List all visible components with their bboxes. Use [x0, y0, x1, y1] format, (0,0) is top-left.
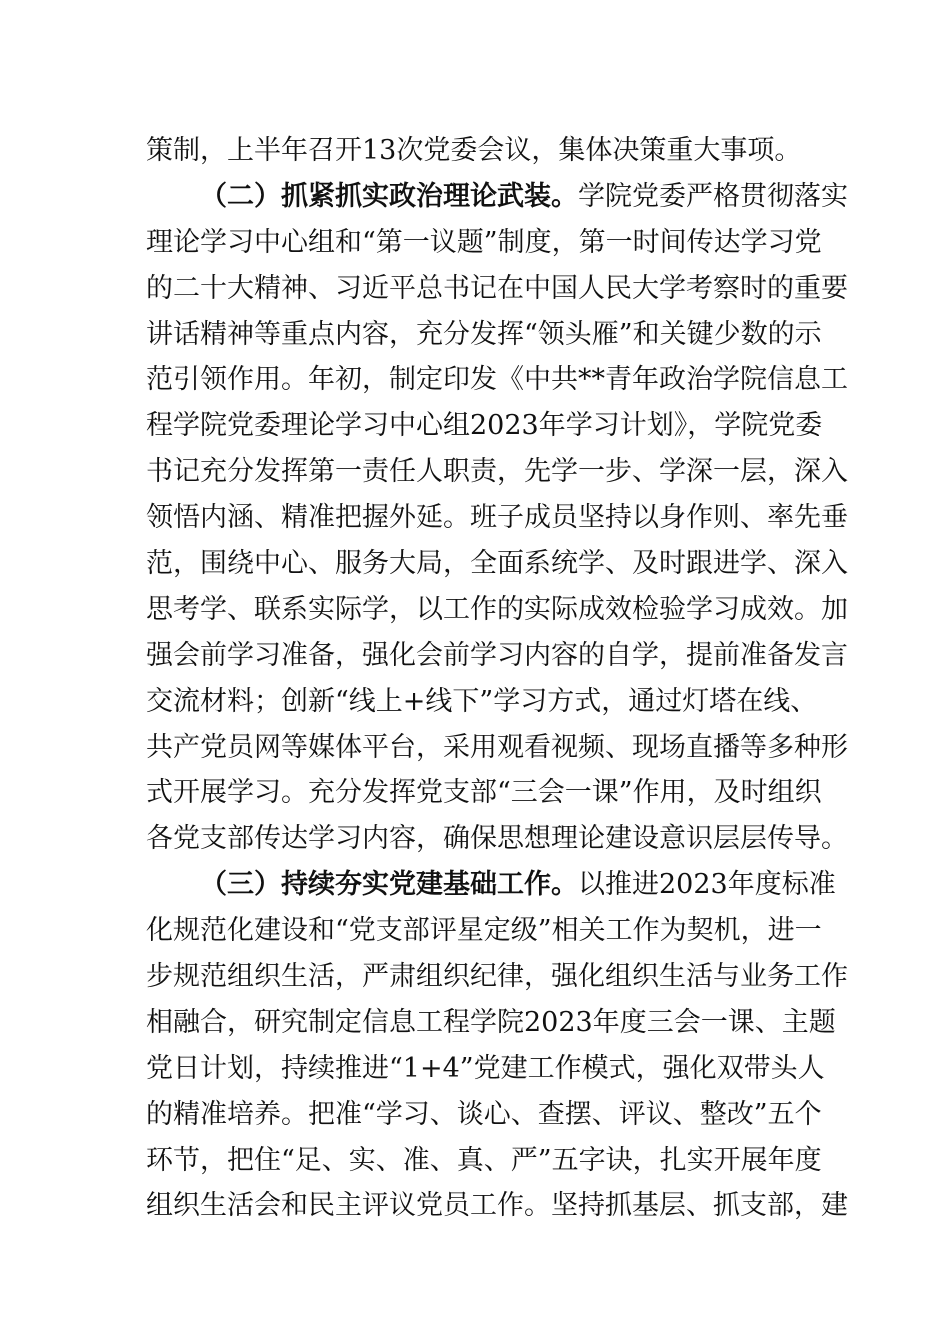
paragraph-3-line: 化规范化建设和“党支部评星定级”相关工作为契机，进一 — [146, 915, 822, 947]
paragraph-2-line: 思考学、联系实际学，以工作的实际成效检验学习成效。加 — [146, 593, 848, 625]
paragraph-2-line: 理论学习中心组和“第一议题”制度，第一时间传达学习党 — [146, 226, 822, 258]
paragraph-2-line: 各党支部传达学习内容，确保思想理论建设意识层层传导。 — [146, 823, 848, 855]
paragraph-2-line: 讲话精神等重点内容，充分发挥“领头雁”和关键少数的示 — [146, 318, 822, 350]
paragraph-2-line: 共产党员网等媒体平台，采用观看视频、现场直播等多种形 — [146, 731, 848, 763]
paragraph-3-heading: （三）持续夯实党建基础工作。 — [200, 869, 578, 901]
paragraph-3-line: 党日计划，持续推进“1+4”党建工作模式，强化双带头人 — [146, 1052, 825, 1084]
paragraph-3-line: 步规范组织生活，严肃组织纪律，强化组织生活与业务工作 — [146, 961, 848, 993]
paragraph-2-first-line — [146, 174, 848, 220]
paragraph-2-line: 范引领作用。年初，制定印发《中共**青年政治学院信息工 — [146, 364, 848, 396]
paragraph-3-first-line-text: 以推进2023年度标准 — [578, 869, 836, 901]
paragraph-2-line: 强会前学习准备，强化会前学习内容的自学，提前准备发言 — [146, 639, 848, 671]
paragraph-2-line: 的二十大精神、习近平总书记在中国人民大学考察时的重要 — [146, 272, 848, 304]
paragraph-2-line: 程学院党委理论学习中心组2023年学习计划》，学院党委 — [146, 410, 823, 442]
paragraph-3-line: 组织生活会和民主评议党员工作。坚持抓基层、抓支部，建 — [146, 1190, 848, 1222]
paragraph-2-line: 交流材料；创新“线上+线下”学习方式，通过灯塔在线、 — [146, 685, 818, 717]
paragraph-2-heading: （二）抓紧抓实政治理论武装。 — [200, 180, 578, 212]
paragraph-3-line: 环节，把住“足、实、准、真、严”五字诀，扎实开展年度 — [146, 1144, 822, 1176]
paragraph-2-line: 领悟内涵、精准把握外延。班子成员坚持以身作则、率先垂 — [146, 502, 848, 534]
body-text — [146, 128, 848, 1229]
paragraph-1-line-1: 策制，上半年召开13次党委会议，集体决策重大事项。 — [146, 135, 802, 166]
paragraph-2-line: 范，围绕中心、服务大局，全面系统学、及时跟进学、深入 — [146, 548, 848, 580]
paragraph-2-line: 式开展学习。充分发挥党支部“三会一课”作用，及时组织 — [146, 777, 822, 809]
paragraph-3-line: 的精准培养。把准“学习、谈心、查摆、评议、整改”五个 — [146, 1098, 822, 1130]
paragraph-2-first-line-text: 学院党委严格贯彻落实 — [578, 180, 848, 212]
paragraph-3-line: 相融合，研究制定信息工程学院2023年度三会一课、主题 — [146, 1006, 836, 1038]
paragraph-3-first-line — [146, 862, 836, 908]
paragraph-2-line: 书记充分发挥第一责任人职责，先学一步、学深一层，深入 — [146, 456, 848, 488]
